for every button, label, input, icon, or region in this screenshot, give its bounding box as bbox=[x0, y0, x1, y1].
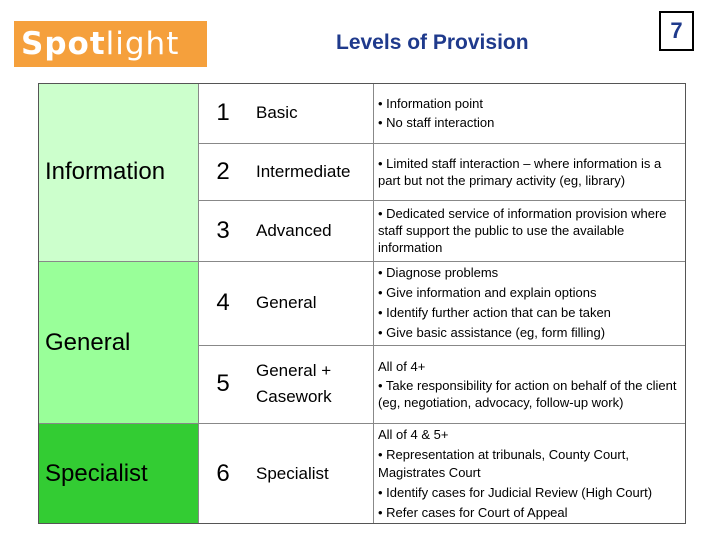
category-label: Specialist bbox=[45, 459, 148, 487]
level-name: Intermediate bbox=[256, 161, 351, 181]
provision-table bbox=[38, 83, 686, 524]
level-number: 1 bbox=[216, 99, 230, 126]
level-name: General + Casework bbox=[256, 361, 332, 406]
level-name: Specialist bbox=[256, 463, 329, 483]
description-line: • Representation at tribunals, County Court, Magistrates Court bbox=[378, 446, 629, 480]
level-number: 4 bbox=[216, 289, 230, 316]
level-name: Basic bbox=[256, 103, 298, 122]
description-line: • Take responsibility for action on behalf of the client (eg, negotiation, advocacy, follow-up work) bbox=[378, 377, 677, 410]
level-name: Advanced bbox=[256, 220, 332, 240]
spotlight-logo bbox=[14, 21, 207, 67]
level-number: 3 bbox=[216, 216, 230, 244]
level-number: 5 bbox=[216, 370, 230, 397]
description-line: • Limited staff interaction – where information is a part but not the primary activity (eg, library) bbox=[378, 155, 662, 188]
description-line: All of 4 & 5+ bbox=[378, 426, 449, 442]
description-line: • Identify cases for Judicial Review (High Court) bbox=[378, 484, 653, 500]
description-line: • Give information and explain options bbox=[378, 285, 597, 300]
logo-text-light: light bbox=[105, 26, 180, 62]
description-line: • Give basic assistance (eg, form filling) bbox=[378, 325, 606, 340]
category-label: Information bbox=[45, 158, 166, 185]
description-line: • Identify further action that can be taken bbox=[378, 305, 611, 320]
logo-text-spot: Spot bbox=[21, 26, 106, 62]
description-line: • Dedicated service of information provision where staff support the public to use the available information bbox=[378, 206, 667, 255]
level-number: 6 bbox=[216, 459, 230, 487]
description-line: • Diagnose problems bbox=[378, 265, 499, 280]
description-line: • Refer cases for Court of Appeal bbox=[378, 504, 568, 520]
description-line: • Information point bbox=[378, 96, 483, 111]
slide-number-badge: 7 bbox=[659, 11, 694, 51]
description-line: • No staff interaction bbox=[378, 115, 495, 130]
table-border bbox=[38, 83, 686, 524]
category-label: General bbox=[45, 329, 131, 356]
page-title: Levels of Provision bbox=[336, 31, 529, 54]
level-number: 2 bbox=[216, 157, 230, 185]
level-name: General bbox=[256, 293, 317, 312]
description-line: All of 4+ bbox=[378, 358, 426, 374]
